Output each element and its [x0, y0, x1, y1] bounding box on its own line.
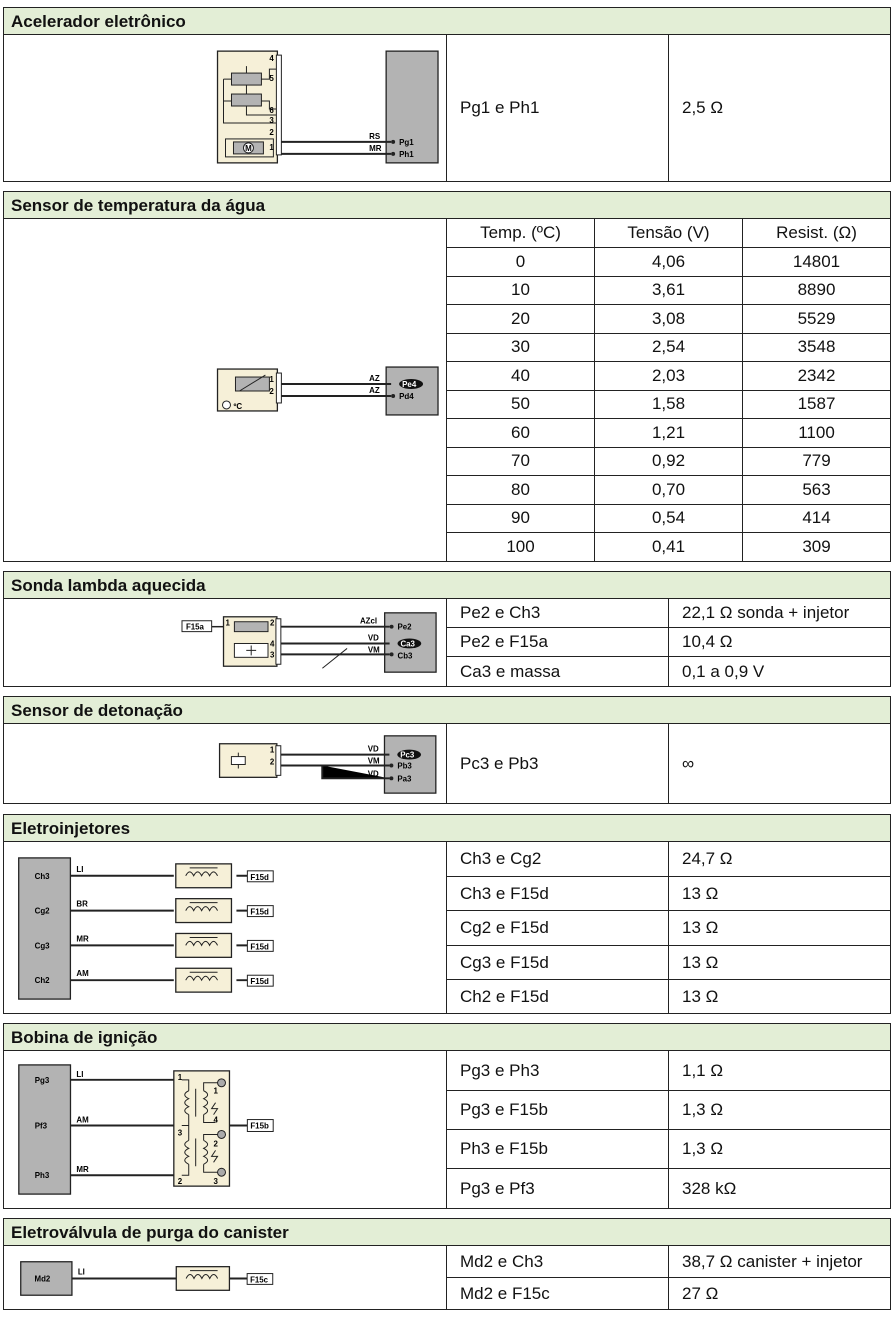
cell-resistance: 3548	[797, 337, 836, 357]
cell-resistance: 1100	[798, 422, 835, 442]
wire-label: MR	[76, 934, 89, 944]
pin-label: 1	[269, 375, 274, 385]
acelerador-diagram	[4, 35, 447, 181]
value-row	[447, 657, 890, 687]
detonacao-schematic	[4, 724, 446, 803]
canister-diagram	[4, 1246, 447, 1309]
lambda-diagram	[4, 599, 447, 686]
measurement-points: Ch3 e F15d	[447, 877, 669, 910]
pin-label: 2	[269, 386, 274, 396]
measurement-value: 1,3 Ω	[682, 1139, 724, 1158]
measurement-value: 22,1 Ω sonda + injetor	[682, 603, 850, 622]
section-title: Sonda lambda aquecida	[4, 572, 890, 599]
cell-resistance: 1587	[797, 394, 836, 414]
pin-label: 4	[269, 54, 274, 64]
pin-label: 3	[269, 650, 275, 660]
injetores-diagram	[4, 842, 447, 1013]
value-row	[447, 1169, 890, 1209]
measurement-value: ∞	[682, 754, 695, 773]
measurement-value: 0,1 a 0,9 V	[682, 662, 765, 681]
pin-label: 1	[269, 142, 274, 152]
pin-label: 1	[225, 618, 230, 628]
section-detonacao	[3, 696, 891, 804]
ecu-pin: Pg1	[399, 137, 414, 147]
acelerador-schematic	[4, 35, 446, 181]
measurement-value: 24,7 Ω	[682, 849, 733, 868]
cell-temp: 10	[447, 277, 595, 305]
cell-resistance: 8890	[797, 280, 836, 300]
ecu-pin: Ca3	[400, 639, 415, 649]
wire-label: LI	[77, 1267, 85, 1277]
measurement-points: Cg2 e F15d	[447, 911, 669, 945]
ecu-pin: Pg3	[34, 1075, 50, 1085]
measurement-value: 328 kΩ	[682, 1179, 737, 1198]
pin-label: 2	[213, 1139, 218, 1149]
pin-label: 1	[213, 1086, 218, 1096]
ecu-pin: Pc3	[400, 750, 415, 760]
table-row	[447, 305, 890, 334]
section-title: Acelerador eletrônico	[4, 8, 890, 35]
value-row	[447, 724, 890, 804]
cell-temp: 100	[447, 533, 595, 561]
pin-label: 5	[269, 74, 274, 84]
wire-label: AZ	[369, 385, 380, 395]
measurement-value: 13 Ω	[682, 987, 719, 1006]
table-row	[447, 448, 890, 477]
value-row	[447, 1130, 890, 1169]
cell-temp: 70	[447, 448, 595, 476]
measurement-points: Pe2 e Ch3	[447, 599, 669, 627]
canister-values	[447, 1246, 890, 1309]
ecu-pin: Md2	[34, 1274, 51, 1284]
pin-label: 3	[177, 1128, 183, 1138]
pin-label: 6	[269, 105, 274, 115]
measurement-value: 2,5 Ω	[682, 98, 724, 117]
table-header-row	[447, 219, 890, 248]
fuse-label: F15d	[250, 907, 269, 917]
section-acelerador	[3, 7, 891, 182]
wire-label: RS	[369, 131, 381, 141]
pin-label: 2	[269, 618, 275, 628]
pin-label: 1	[269, 745, 275, 755]
motor-symbol: M	[245, 143, 252, 153]
cell-voltage: 3,61	[595, 277, 743, 305]
table-row	[447, 362, 890, 391]
temperatura-table	[447, 219, 890, 561]
lambda-schematic	[4, 599, 446, 686]
pin-label: 3	[213, 1177, 218, 1187]
cell-temp: 80	[447, 476, 595, 504]
ecu-pin: Pe2	[397, 622, 412, 632]
section-canister	[3, 1218, 891, 1310]
cell-voltage: 0,41	[595, 533, 743, 561]
value-row	[447, 599, 890, 628]
cell-temp: 40	[447, 362, 595, 390]
pin-label: 4	[213, 1115, 218, 1125]
table-row	[447, 391, 890, 420]
value-row	[447, 980, 890, 1014]
table-row	[447, 476, 890, 505]
measurement-value: 38,7 Ω canister + injetor	[682, 1251, 863, 1271]
cell-voltage: 1,21	[595, 419, 743, 447]
wire-label: VD	[367, 633, 379, 643]
ecu-pin: Ph3	[34, 1171, 50, 1181]
section-title: Bobina de ignição	[4, 1024, 890, 1051]
temperature-symbol: ºC	[233, 401, 243, 411]
cell-resistance: 14801	[792, 251, 841, 271]
cell-temp: 90	[447, 505, 595, 533]
wire-label: MR	[369, 143, 382, 153]
detonacao-values	[447, 724, 890, 803]
cell-resistance: 414	[802, 508, 831, 528]
section-title: Eletroválvula de purga do canister	[4, 1219, 890, 1246]
cell-voltage: 2,03	[595, 362, 743, 390]
table-row	[447, 505, 890, 534]
value-row	[447, 911, 890, 946]
section-temperatura	[3, 191, 891, 562]
temperatura-diagram	[4, 219, 447, 561]
fuse-label: F15c	[250, 1275, 269, 1285]
cell-resistance: 779	[802, 451, 831, 471]
pin-label: 2	[269, 757, 275, 767]
ecu-pin: Ch2	[34, 976, 50, 986]
detonacao-diagram	[4, 724, 447, 803]
value-row	[447, 877, 890, 911]
value-row	[447, 1091, 890, 1130]
measurement-points: Pc3 e Pb3	[447, 724, 669, 804]
wire-label: LI	[76, 1069, 84, 1079]
measurement-points: Ch2 e F15d	[447, 980, 669, 1014]
canister-schematic	[4, 1246, 446, 1309]
cell-voltage: 3,08	[595, 305, 743, 333]
measurement-value: 1,1 Ω	[682, 1060, 724, 1080]
bobina-values	[447, 1051, 890, 1208]
wire-label: AZcl	[359, 616, 378, 626]
wire-label: VD	[367, 744, 379, 754]
wire-label: LI	[76, 864, 84, 874]
fuse-label: F15d	[250, 977, 269, 987]
cell-temp: 60	[447, 419, 595, 447]
injetores-values	[447, 842, 890, 1013]
cell-resistance: 2342	[797, 365, 836, 385]
ecu-pin: Cg3	[34, 941, 50, 951]
pin-label: 2	[177, 1177, 183, 1187]
table-row	[447, 248, 890, 277]
value-row	[447, 842, 890, 877]
table-row	[447, 533, 890, 561]
value-row	[447, 1278, 890, 1310]
fuse-label: F15a	[185, 622, 204, 632]
cell-voltage: 2,54	[595, 334, 743, 362]
acelerador-values	[447, 35, 890, 181]
cell-voltage: 1,58	[595, 391, 743, 419]
measurement-value: 13 Ω	[682, 918, 719, 937]
section-title: Sensor de detonação	[4, 697, 890, 724]
value-row	[447, 946, 890, 980]
wire-label: VM	[367, 645, 380, 655]
pin-label: 2	[269, 127, 274, 137]
bobina-schematic	[4, 1051, 446, 1208]
cell-voltage: 0,70	[595, 476, 743, 504]
measurement-points: Md2 e F15c	[447, 1278, 669, 1310]
ecu-pin: Pd4	[399, 391, 414, 401]
measurement-points: Pg1 e Ph1	[447, 35, 669, 181]
wire-label: VM	[367, 756, 380, 766]
table-row	[447, 277, 890, 306]
value-row	[447, 1246, 890, 1278]
measurement-points: Md2 e Ch3	[447, 1246, 669, 1277]
ecu-pin: Ph1	[399, 149, 414, 159]
measurement-value: 13 Ω	[682, 952, 719, 972]
cell-temp: 20	[447, 305, 595, 333]
value-row	[447, 1051, 890, 1091]
measurement-points: Pg3 e Pf3	[447, 1169, 669, 1209]
measurement-value: 13 Ω	[682, 883, 719, 903]
ecu-pin: Pb3	[397, 761, 412, 771]
bobina-diagram	[4, 1051, 447, 1208]
wire-label: AZ	[369, 374, 380, 384]
measurement-points: Ch3 e Cg2	[447, 842, 669, 876]
cell-temp: 50	[447, 391, 595, 419]
cell-temp: 0	[447, 248, 595, 276]
table-row	[447, 419, 890, 448]
fuse-label: F15d	[250, 942, 269, 952]
column-header: Tensão (V)	[595, 219, 743, 247]
pin-label: 3	[269, 115, 274, 125]
measurement-points: Ca3 e massa	[447, 657, 669, 687]
pin-label: 1	[177, 1072, 183, 1082]
fuse-label: F15d	[250, 872, 269, 882]
cell-resistance: 563	[802, 479, 831, 499]
value-row	[447, 35, 890, 181]
section-bobina	[3, 1023, 891, 1209]
measurement-points: Pg3 e F15b	[447, 1091, 669, 1129]
measurement-points: Pe2 e F15a	[447, 628, 669, 656]
wire-label: MR	[76, 1165, 89, 1175]
measurement-value: 10,4 Ω	[682, 632, 733, 651]
cell-temp: 30	[447, 334, 595, 362]
cell-resistance: 5529	[797, 308, 836, 328]
lambda-values	[447, 599, 890, 686]
cell-resistance: 309	[802, 537, 831, 556]
column-header: Temp. (ºC)	[447, 219, 595, 247]
fuse-label: F15b	[250, 1121, 269, 1131]
ecu-pin: Pf3	[34, 1121, 48, 1131]
cell-voltage: 4,06	[595, 248, 743, 276]
ecu-pin: Pa3	[397, 774, 412, 784]
measurement-points: Pg3 e Ph3	[447, 1051, 669, 1090]
wire-label: VD	[367, 769, 379, 779]
wire-label: AM	[76, 1115, 89, 1125]
section-injetores	[3, 814, 891, 1014]
wire-label: BR	[76, 899, 88, 909]
ecu-pin: Ch3	[34, 871, 50, 881]
section-title: Eletroinjetores	[4, 815, 890, 842]
ecu-pin: Pe4	[402, 380, 417, 390]
section-title: Sensor de temperatura da água	[4, 192, 890, 219]
ecu-pin: Cg2	[34, 906, 50, 916]
ecu-pin: Cb3	[397, 651, 413, 661]
injetores-schematic	[4, 842, 446, 1013]
cell-voltage: 0,92	[595, 448, 743, 476]
measurement-points: Cg3 e F15d	[447, 946, 669, 979]
wire-label: AM	[76, 969, 89, 979]
cell-voltage: 0,54	[595, 505, 743, 533]
value-row	[447, 628, 890, 657]
pin-label: 4	[269, 639, 275, 649]
temperatura-schematic	[4, 219, 446, 561]
measurement-points: Ph3 e F15b	[447, 1130, 669, 1168]
measurement-value: 27 Ω	[682, 1284, 719, 1303]
table-row	[447, 334, 890, 363]
measurement-value: 1,3 Ω	[682, 1100, 724, 1119]
column-header: Resist. (Ω)	[776, 223, 857, 242]
section-lambda	[3, 571, 891, 687]
